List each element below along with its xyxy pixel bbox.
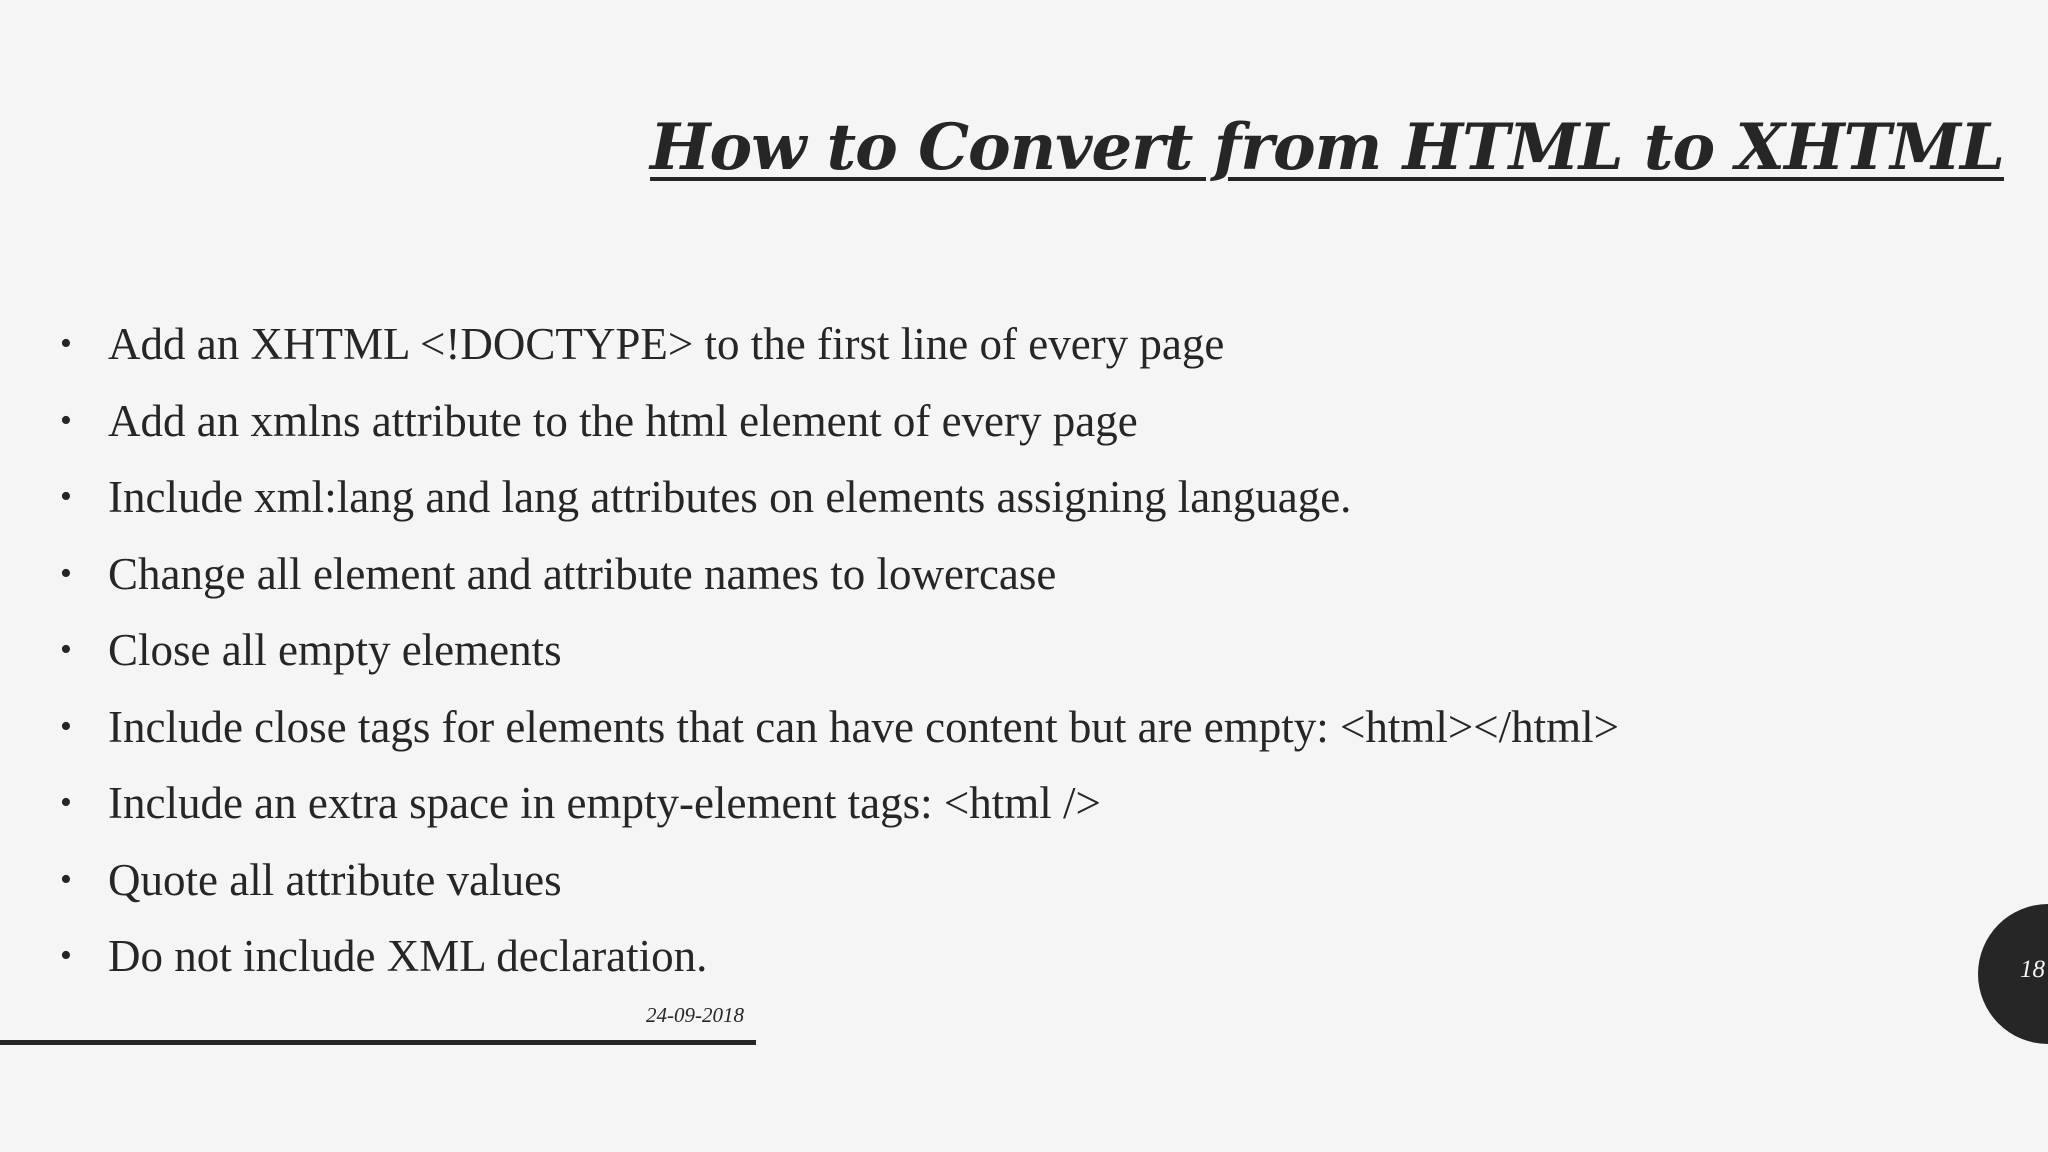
bullet-item (60, 689, 1619, 766)
bullet-marker: • (60, 478, 72, 515)
bullet-marker: • (60, 860, 72, 898)
bullet-marker: • (60, 937, 72, 974)
bullet-item (60, 842, 1619, 919)
bullet-marker: • (60, 554, 72, 592)
bullet-text: Include close tags for elements that can have content but are empty: <html></html> (108, 701, 1620, 752)
bullet-marker: • (60, 325, 72, 362)
bullet-marker: • (60, 784, 72, 821)
bullet-text: Include an extra space in empty-element tags: <html /> (108, 778, 1101, 828)
page-number-badge (1978, 904, 2048, 1044)
bullet-text: Close all empty elements (108, 625, 562, 675)
bullet-item (60, 459, 1619, 536)
slide-date: 24-09-2018 (646, 1003, 744, 1027)
slide-title: How to Convert from HTML to XHTML (650, 110, 2004, 185)
bullet-item (60, 383, 1619, 460)
bullet-list (60, 306, 1619, 995)
bullet-text: Quote all attribute values (108, 854, 562, 905)
bullet-marker: • (60, 707, 72, 745)
bullet-text: Add an XHTML <!DOCTYPE> to the first line of every page (108, 319, 1225, 369)
bullet-item (60, 765, 1619, 842)
page-number: 18 (2020, 956, 2045, 983)
bullet-item (60, 536, 1619, 613)
bullet-item (60, 612, 1619, 689)
footer-divider (0, 1040, 756, 1045)
bullet-text: Change all element and attribute names to lowercase (108, 548, 1057, 599)
bullet-text: Do not include XML declaration. (108, 931, 708, 981)
bullet-text: Add an xmlns attribute to the html element of every page (108, 395, 1138, 446)
bullet-item (60, 918, 1619, 995)
bullet-item (60, 306, 1619, 383)
bullet-text: Include xml:lang and lang attributes on elements assigning language. (108, 472, 1352, 522)
bullet-marker: • (60, 631, 72, 668)
bullet-marker: • (60, 401, 72, 439)
